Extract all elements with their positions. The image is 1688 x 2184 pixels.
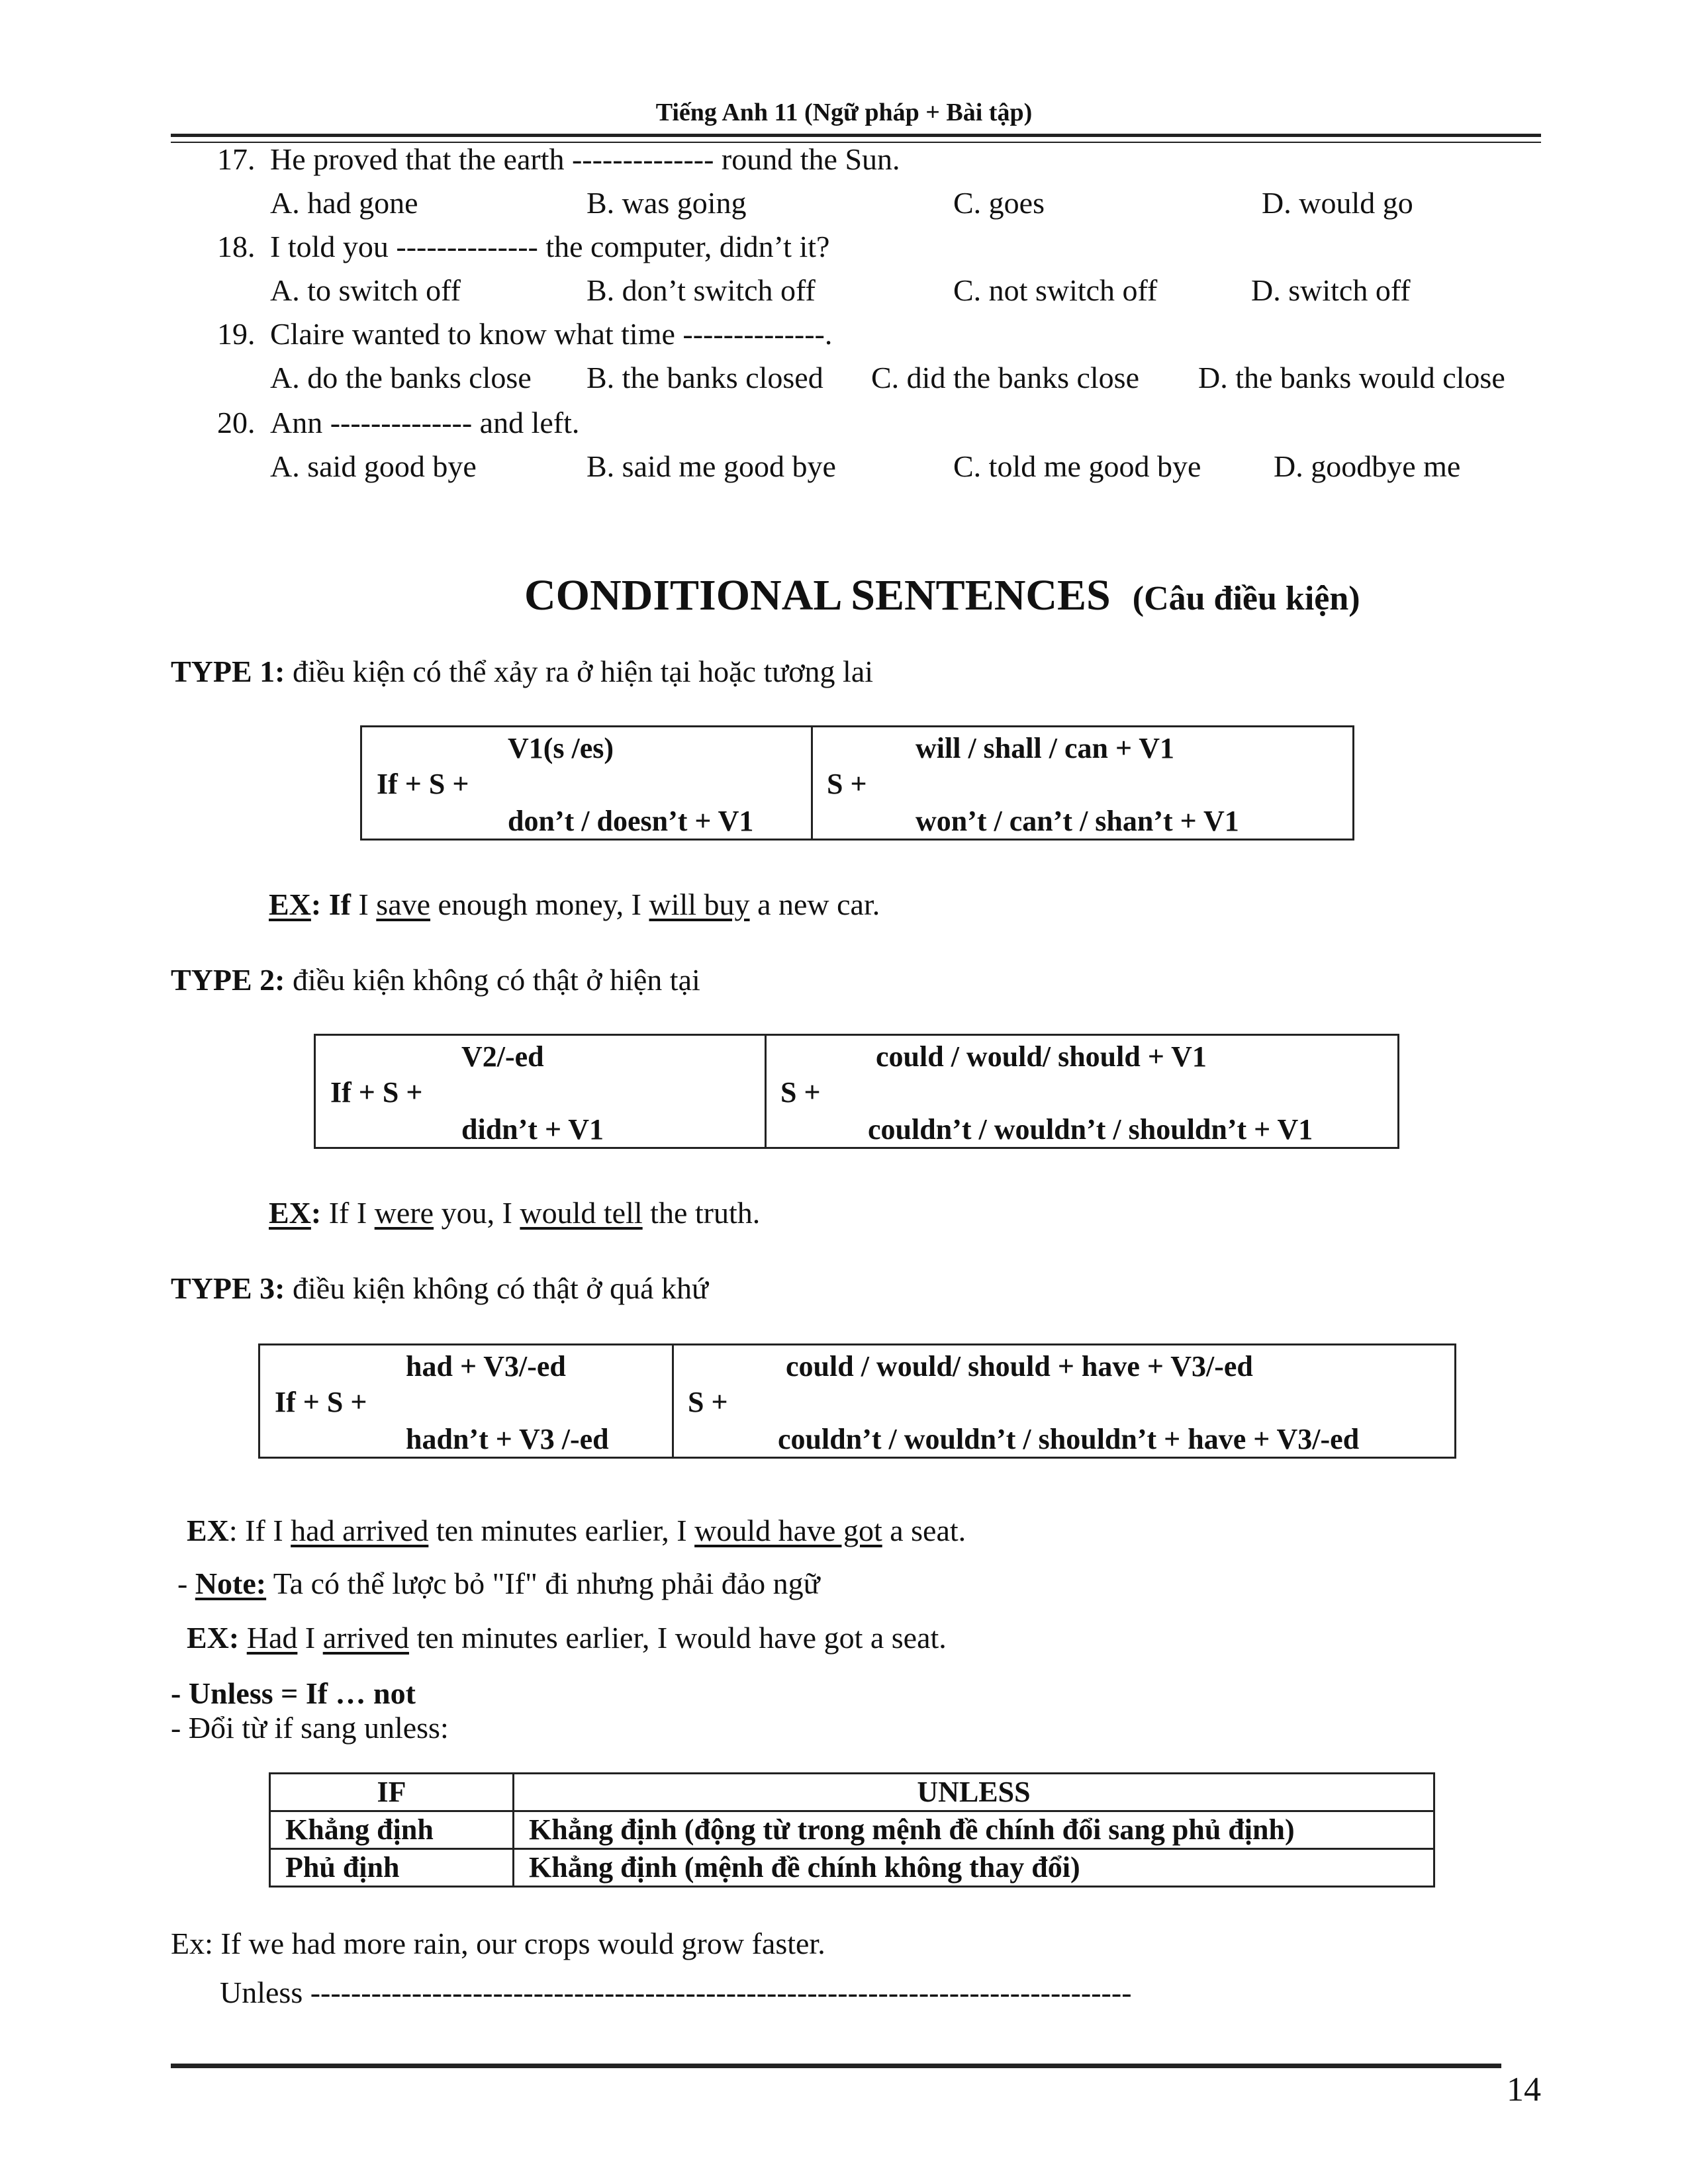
main-clause-negative: won’t / can’t / shan’t + V1 xyxy=(915,805,1239,837)
note-text: Ta có thể lược bỏ "If" đi nhưng phải đảo ngữ xyxy=(266,1567,820,1600)
question-number: 20. xyxy=(217,406,256,439)
main-clause-prefix: S + xyxy=(780,1076,821,1109)
example-text: ten minutes earlier, I xyxy=(428,1514,695,1547)
example-text: If I xyxy=(321,1196,375,1230)
type1-example xyxy=(269,887,880,922)
option-c: C. did the banks close xyxy=(871,361,1139,394)
option-b: B. don’t switch off xyxy=(586,273,816,307)
main-clause-affirmative: could / would/ should + V1 xyxy=(876,1040,1207,1073)
option-b: B. said me good bye xyxy=(586,449,836,483)
example-text: ten minutes earlier, I would have got a seat. xyxy=(408,1621,947,1655)
example-text: : If I xyxy=(228,1514,291,1547)
type1-heading xyxy=(171,654,873,689)
header-if: IF xyxy=(270,1774,514,1811)
type2-example xyxy=(269,1195,760,1230)
option-c: C. not switch off xyxy=(953,273,1158,307)
example-verb-main: will buy xyxy=(649,887,750,921)
example-colon: : xyxy=(310,1196,322,1230)
table-cell: Khẳng định xyxy=(270,1811,514,1849)
option-c: C. told me good bye xyxy=(953,449,1201,483)
option-d: D. goodbye me xyxy=(1274,449,1461,483)
note-line xyxy=(177,1566,820,1601)
option-a: A. do the banks close xyxy=(270,361,532,394)
main-clause-prefix: S + xyxy=(688,1386,728,1418)
if-clause-negative: don’t / doesn’t + V1 xyxy=(508,805,754,837)
column-divider xyxy=(765,1036,767,1147)
example-text: I xyxy=(350,887,377,921)
if-clause-prefix: If + S + xyxy=(330,1076,423,1109)
table-cell: Khẳng định (mệnh đề chính không thay đổi) xyxy=(514,1849,1434,1887)
table-row xyxy=(270,1849,1434,1887)
option-d: D. switch off xyxy=(1251,273,1411,307)
exercise-example: Ex: If we had more rain, our crops would grow faster. xyxy=(171,1927,825,1960)
option-a: A. to switch off xyxy=(270,273,461,307)
example-participle: arrived xyxy=(322,1621,409,1655)
question-stem: Ann -------------- and left. xyxy=(270,406,580,439)
example-text: you, I xyxy=(434,1196,520,1230)
option-d: D. would go xyxy=(1262,186,1413,220)
page-number: 14 xyxy=(1507,2071,1541,2109)
note-example xyxy=(187,1620,947,1655)
question-stem: He proved that the earth -------------- round the Sun. xyxy=(270,142,900,176)
example-verb-if: save xyxy=(376,887,431,921)
unless-rule: - Unless = If … not xyxy=(171,1676,416,1710)
unless-convert-heading: - Đổi từ if sang unless: xyxy=(171,1711,449,1745)
type2-label: TYPE 2: xyxy=(171,963,285,997)
example-label: EX xyxy=(187,1514,229,1547)
example-verb-if: were xyxy=(374,1196,434,1230)
if-clause-affirmative: had + V3/-ed xyxy=(406,1350,566,1383)
if-clause-prefix: If + S + xyxy=(275,1386,367,1418)
type3-label: TYPE 3: xyxy=(171,1271,285,1305)
if-clause-negative: didn’t + V1 xyxy=(461,1113,604,1146)
type2-formula-box xyxy=(314,1034,1399,1149)
type3-example xyxy=(187,1513,966,1548)
example-if: If xyxy=(328,887,351,921)
question-stem: I told you -------------- the computer, didn’t it? xyxy=(270,230,830,263)
type2-desc: điều kiện không có thật ở hiện tại xyxy=(293,963,700,997)
section-title-main: CONDITIONAL SENTENCES xyxy=(524,571,1111,619)
page-header-title: Tiếng Anh 11 (Ngữ pháp + Bài tập) xyxy=(655,99,1033,126)
main-clause-negative: couldn’t / wouldn’t / shouldn’t + V1 xyxy=(868,1113,1313,1146)
main-clause-negative: couldn’t / wouldn’t / shouldn’t + have + V3/-ed xyxy=(778,1423,1360,1455)
example-inverted-verb: Had xyxy=(246,1621,298,1655)
option-d: D. the banks would close xyxy=(1198,361,1505,394)
table-cell: Khẳng định (động từ trong mệnh đề chính đổi sang phủ định) xyxy=(514,1811,1434,1849)
type3-formula-box xyxy=(258,1343,1456,1459)
type3-heading xyxy=(171,1271,708,1306)
example-label: EX xyxy=(269,1196,311,1230)
if-clause-affirmative: V1(s /es) xyxy=(508,732,614,764)
example-label: EX xyxy=(269,887,311,921)
example-label: EX: xyxy=(187,1621,240,1655)
header-rule-thick xyxy=(171,134,1541,137)
type1-desc: điều kiện có thể xảy ra ở hiện tại hoặc tương lai xyxy=(293,655,874,688)
option-a: A. had gone xyxy=(270,186,418,220)
type1-formula-box xyxy=(360,725,1354,841)
example-text: a new car. xyxy=(749,887,880,921)
table-cell: Phủ định xyxy=(270,1849,514,1887)
if-unless-table xyxy=(269,1772,1435,1888)
option-b: B. the banks closed xyxy=(586,361,823,394)
example-text xyxy=(239,1621,247,1655)
main-clause-affirmative: could / would/ should + have + V3/-ed xyxy=(786,1350,1253,1383)
table-header-row xyxy=(270,1774,1434,1811)
question-number: 17. xyxy=(217,142,256,176)
exercise-unless-blank: Unless --------------------------------------------------------------------------------- xyxy=(220,1976,1132,2009)
table-row xyxy=(270,1811,1434,1849)
if-clause-prefix: If + S + xyxy=(377,768,469,800)
note-label: Note: xyxy=(195,1567,267,1600)
main-clause-affirmative: will / shall / can + V1 xyxy=(915,732,1174,764)
main-clause-prefix: S + xyxy=(827,768,867,800)
header-unless: UNLESS xyxy=(514,1774,1434,1811)
column-divider xyxy=(811,727,813,839)
note-dash: - xyxy=(177,1567,195,1600)
option-c: C. goes xyxy=(953,186,1045,220)
example-text: a seat. xyxy=(882,1514,966,1547)
example-verb-main: would have got xyxy=(694,1514,882,1547)
option-a: A. said good bye xyxy=(270,449,477,483)
question-number: 19. xyxy=(217,317,256,351)
if-clause-affirmative: V2/-ed xyxy=(461,1040,544,1073)
section-title xyxy=(524,570,1360,621)
example-text: enough money, I xyxy=(430,887,649,921)
example-text: the truth. xyxy=(642,1196,761,1230)
column-divider xyxy=(672,1345,674,1457)
question-stem: Claire wanted to know what time --------------. xyxy=(270,317,833,351)
question-number: 18. xyxy=(217,230,256,263)
example-verb-main: would tell xyxy=(520,1196,643,1230)
option-b: B. was going xyxy=(586,186,747,220)
footer-rule xyxy=(171,2064,1501,2068)
example-colon: : xyxy=(310,887,322,921)
example-verb-if: had arrived xyxy=(291,1514,429,1547)
example-text: I xyxy=(297,1621,323,1655)
section-title-sub: (Câu điều kiện) xyxy=(1132,580,1360,617)
type2-heading xyxy=(171,962,700,997)
type1-label: TYPE 1: xyxy=(171,655,285,688)
if-clause-negative: hadn’t + V3 /-ed xyxy=(406,1423,609,1455)
type3-desc: điều kiện không có thật ở quá khứ xyxy=(293,1271,708,1305)
